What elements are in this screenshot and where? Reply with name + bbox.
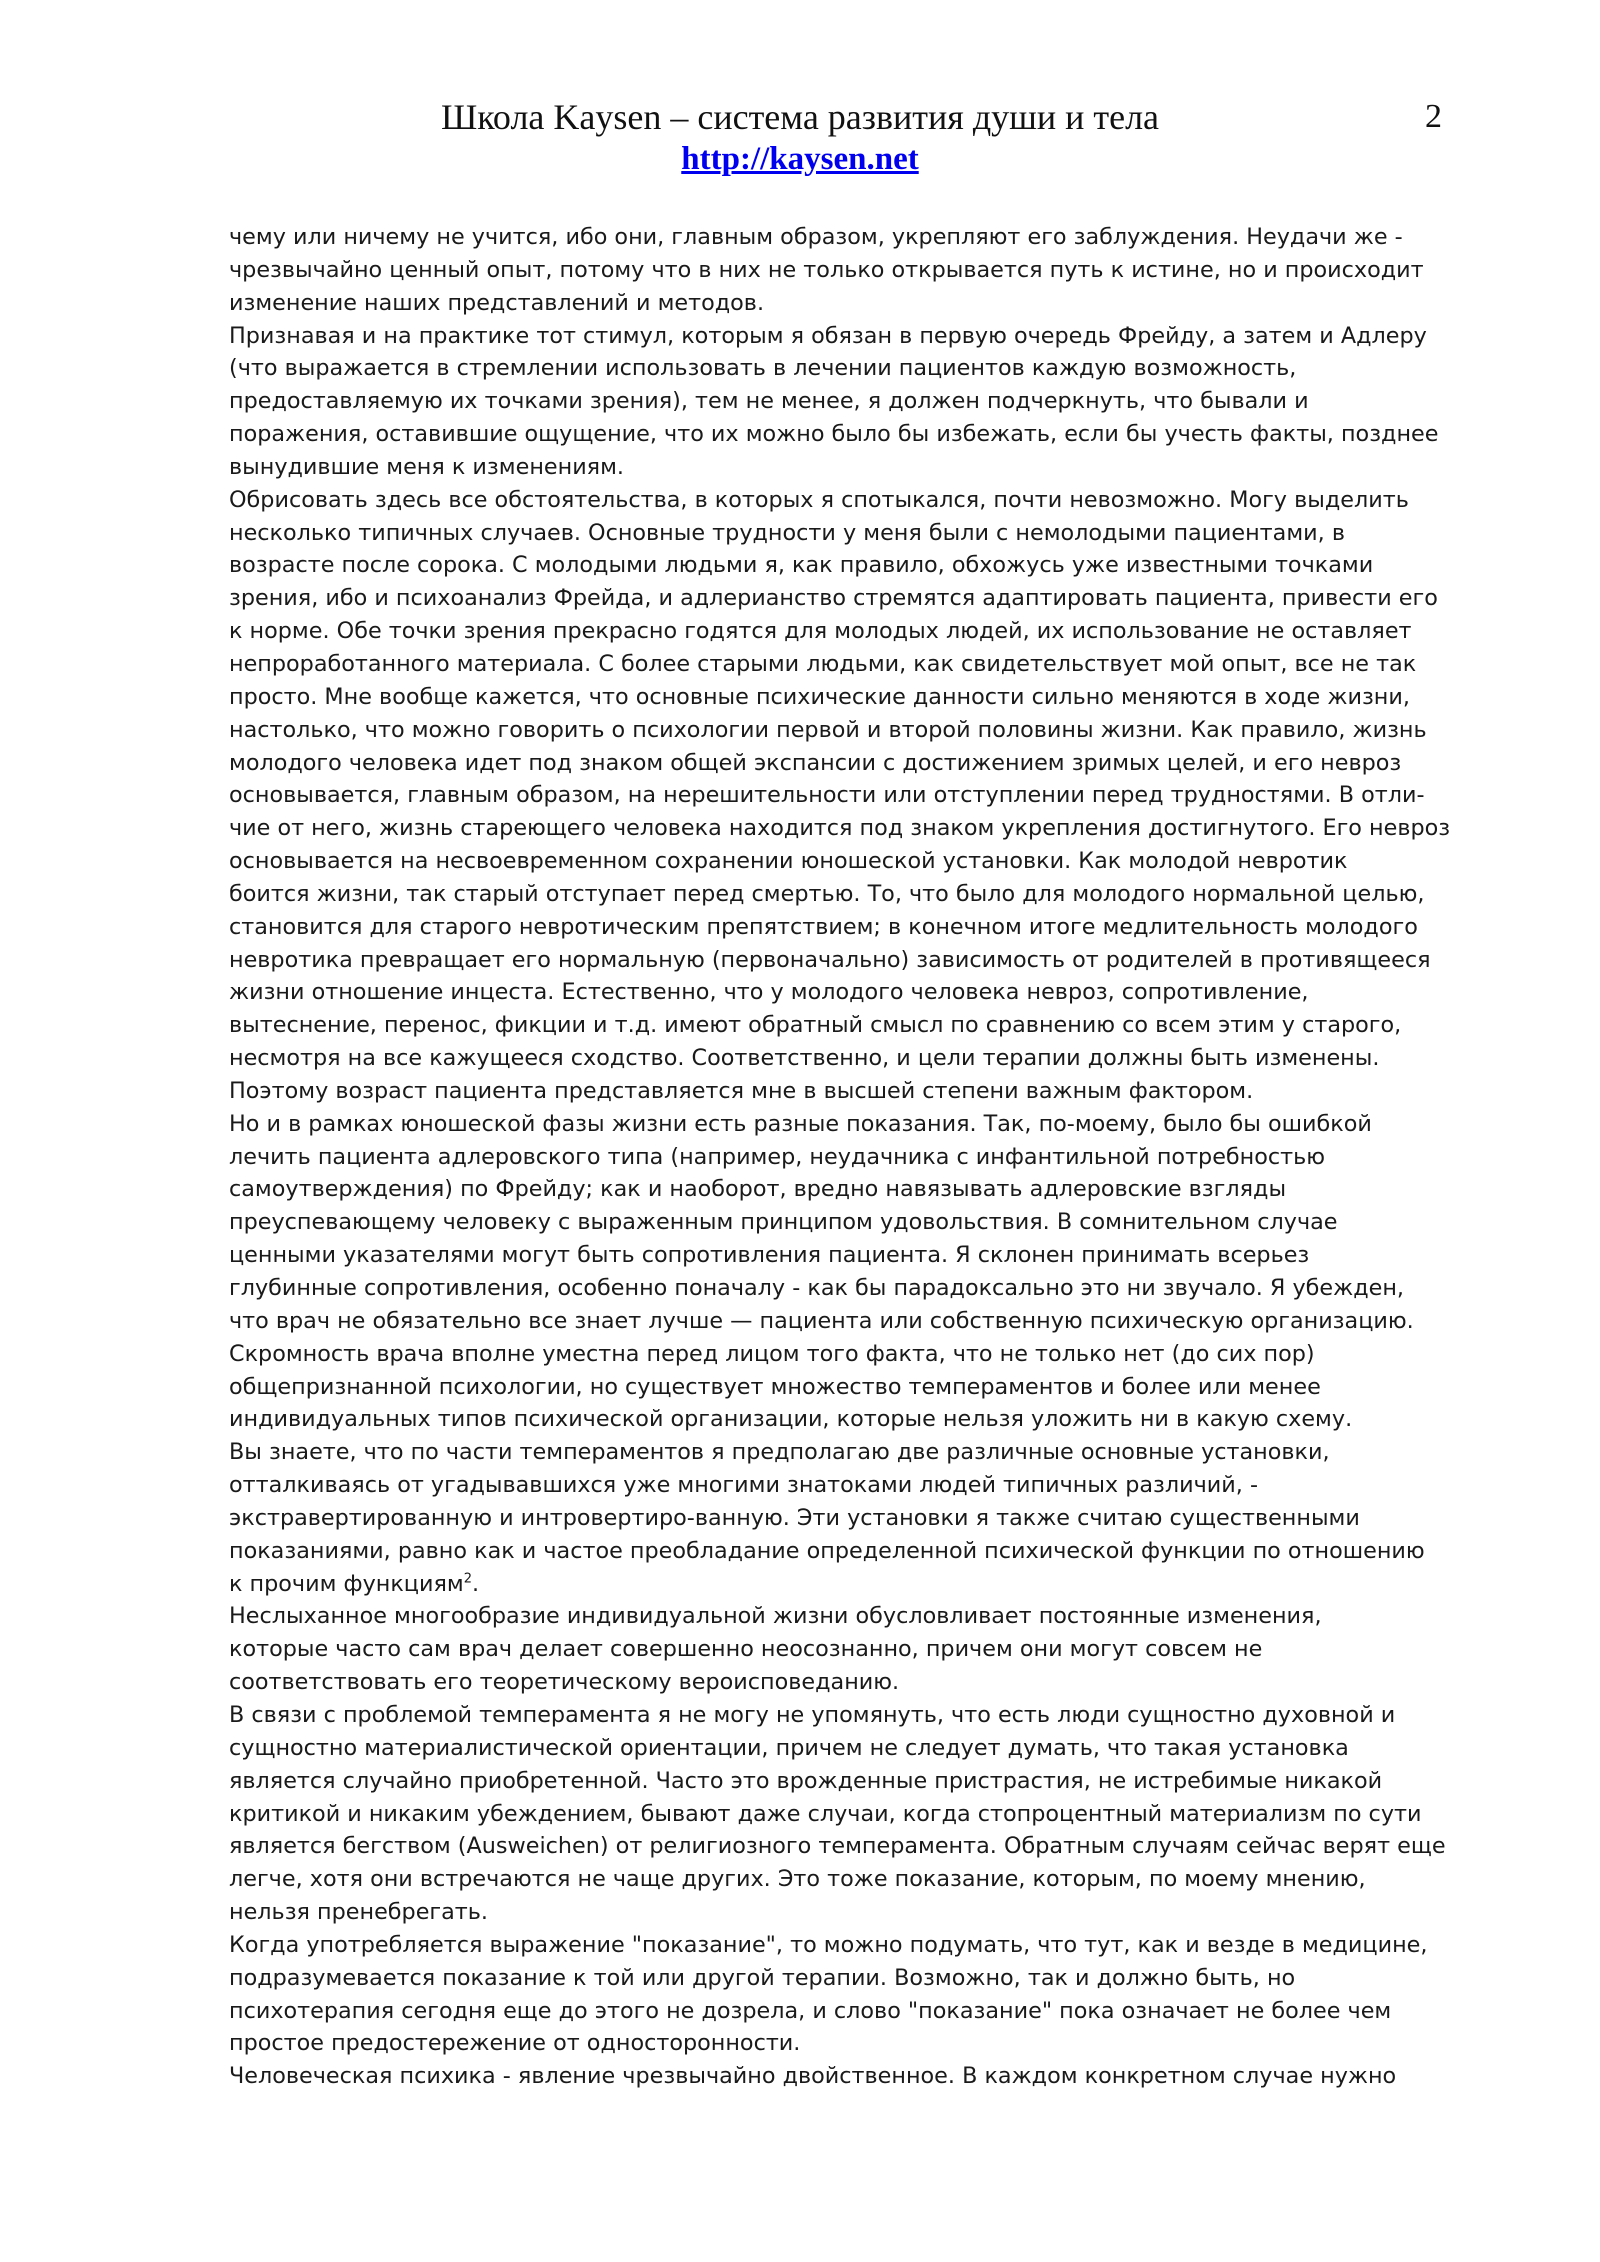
footnote-ref[interactable]: 2 [463,1571,472,1587]
header-title: Школа Kaysen – система развития души и тела [440,97,1160,137]
text-line-content: к прочим функциям [229,1570,464,1597]
body-text [229,221,1454,2093]
text-line: молодого человека идет под знаком общей экспансии с достижением зримых целей, и его невроз [229,749,1402,776]
text-line: невротика превращает его нормальную (первоначально) зависимость от родителей в противящееся [229,946,1431,973]
text-line: что врач не обязательно все знает лучше — пациента или собственную психическую организацию. [229,1307,1414,1334]
page-header [0,95,1600,179]
paragraph [229,1108,1454,1436]
text-line: чему или ничему не учится, ибо они, главным образом, укрепляют его заблуждения. Неудачи же - [229,224,1403,250]
text-line: является бегством (Ausweichen) от религиозного темперамента. Обратным случаям сейчас верят еще [229,1833,1446,1860]
text-line: соответствовать его теоретическому вероисповеданию. [229,1669,900,1696]
text-line: изменение наших представлений и методов. [229,289,765,316]
text-line: Поэтому возраст пациента представляется мне в высшей степени важным фактором. [229,1077,1254,1104]
text-line: к норме. Обе точки зрения прекрасно годятся для молодых людей, их использование не оставляет [229,618,1412,645]
text-line: нельзя пренебрегать. [229,1899,489,1926]
text-line: поражения, оставившие ощущение, что их можно было бы избежать, если бы учесть факты, позднее [229,421,1439,448]
paragraph [229,1436,1454,1600]
text-line: основывается, главным образом, на нерешительности или отступлении перед трудностями. В отли- [229,782,1425,809]
text-line: индивидуальных типов психической организации, которые нельзя уложить ни в какую схему. [229,1406,1353,1433]
text-line: боится жизни, так старый отступает перед смертью. То, что было для молодого нормальной целью, [229,880,1425,907]
text-line: экстравертированную и интровертиро-ванную. Эти установки я также считаю существенными [229,1504,1360,1531]
text-line [229,1568,1454,1601]
text-line: глубинные сопротивления, особенно поначалу - как бы парадоксально это ни звучало. Я убежден, [229,1275,1405,1301]
page-number: 2 [1425,98,1442,135]
text-line: которые часто сам врач делает совершенно неосознанно, причем они могут совсем не [229,1636,1263,1663]
text-line: основывается на несвоевременном сохранении юношеской установки. Как молодой невротик [229,848,1348,875]
paragraph [229,1600,1454,1699]
text-line: лечить пациента адлеровского типа (например, неудачника с инфантильной потребностью [229,1143,1326,1170]
text-line: Скромность врача вполне уместна перед лицом того факта, что не только нет (до сих пор) [229,1340,1315,1367]
text-line: Вы знаете, что по части темпераментов я предполагаю две различные основные установки, [229,1439,1330,1466]
text-line: несмотря на все кажущееся сходство. Соответственно, и цели терапии должны быть изменены. [229,1045,1380,1072]
text-line: самоутверждения) по Фрейду; как и наоборот, вредно навязывать адлеровские взгляды [229,1176,1287,1203]
text-line: чие от него, жизнь стареющего человека находится под знаком укрепления достигнутого. Его невроз [229,815,1451,842]
paragraph [229,484,1454,1108]
text-line: подразумевается показание к той или другой терапии. Возможно, так и должно быть, но [229,1964,1296,1991]
text-line: является случайно приобретенной. Часто это врожденные пристрастия, не истребимые никакой [229,1767,1383,1794]
paragraph [229,320,1454,484]
text-line: общепризнанной психологии, но существует множество темпераментов и более или менее [229,1373,1321,1400]
text-line: отталкиваясь от угадывавшихся уже многими знатоками людей типичных различий, - [229,1472,1258,1499]
text-line: преуспевающему человеку с выраженным принципом удовольствия. В сомнительном случае [229,1209,1338,1236]
text-line: зрения, ибо и психоанализ Фрейда, и адлерианство стремятся адаптировать пациента, привести его [229,585,1438,612]
paragraph [229,1929,1454,2060]
text-line: сущностно материалистической ориентации, причем не следует думать, что такая установка [229,1734,1349,1761]
site-link[interactable]: http://kaysen.net [681,141,919,177]
text-line: чрезвычайно ценный опыт, потому что в них не только открывается путь к истине, но и происходит [229,256,1424,283]
text-line: жизни отношение инцеста. Естественно, что у молодого человека невроз, сопротивление, [229,979,1309,1006]
text-line: Человеческая психика - явление чрезвычайно двойственное. В каждом конкретном случае нужно [229,2063,1397,2090]
text-line: Неслыханное многообразие индивидуальной жизни обусловливает постоянные изменения, [229,1603,1322,1630]
text-line: ценными указателями могут быть сопротивления пациента. Я склонен принимать всерьез [229,1242,1310,1269]
paragraph [229,221,1454,320]
text-line: несколько типичных случаев. Основные трудности у меня были с немолодыми пациентами, в [229,519,1345,546]
text-line: непроработанного материала. С более старыми людьми, как свидетельствует мой опыт, все не так [229,650,1417,677]
footnote-ref-punct: . [472,1570,480,1597]
text-line: (что выражается в стремлении использовать в лечении пациентов каждую возможность, [229,355,1297,382]
text-line: Признавая и на практике тот стимул, которым я обязан в первую очередь Фрейду, а затем и Адлеру [229,322,1427,349]
text-line: показаниями, равно как и частое преобладание определенной психической функции по отношению [229,1537,1425,1564]
text-line: вытеснение, перенос, фикции и т.д. имеют обратный смысл по сравнению со всем этим у старого, [229,1012,1402,1039]
text-line: Обрисовать здесь все обстоятельства, в которых я спотыкался, почти невозможно. Могу выделить [229,486,1409,513]
text-line: предоставляемую их точками зрения), тем не менее, я должен подчеркнуть, что бывали и [229,388,1309,415]
text-line: настолько, что можно говорить о психологии первой и второй половины жизни. Как правило, жизнь [229,716,1427,743]
text-line: критикой и никаким убеждением, бывают даже случаи, когда стопроцентный материализм по сути [229,1800,1422,1827]
paragraph [229,1699,1454,1929]
text-line: возрасте после сорока. С молодыми людьми я, как правило, обхожусь уже известными точками [229,552,1374,579]
text-line: психотерапия сегодня еще до этого не дозрела, и слово "показание" пока означает не более чем [229,1997,1392,2024]
text-line: Но и в рамках юношеской фазы жизни есть разные показания. Так, по-моему, было бы ошибкой [229,1110,1372,1137]
text-line: простое предостережение от односторонности. [229,2030,801,2057]
text-line: становится для старого невротическим препятствием; в конечном итоге медлительность молодого [229,913,1418,940]
paragraph [229,2060,1454,2093]
text-line: В связи с проблемой темперамента я не могу не упомянуть, что есть люди сущностно духовной и [229,1701,1396,1728]
text-line: легче, хотя они встречаются не чаще других. Это тоже показание, которым, по моему мнению, [229,1866,1366,1893]
text-line: просто. Мне вообще кажется, что основные психические данности сильно меняются в ходе жизни, [229,683,1410,710]
text-line: Когда употребляется выражение "показание", то можно подумать, что тут, как и везде в медицине, [229,1931,1428,1958]
text-line: вынудившие меня к изменениям. [229,453,625,480]
